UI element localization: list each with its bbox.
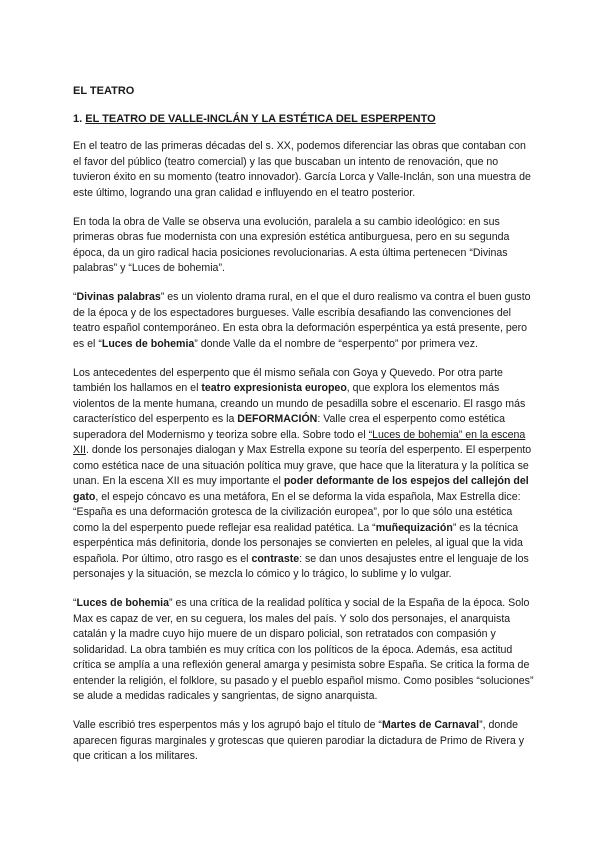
paragraph-divinas-palabras	[73, 290, 535, 352]
bold-luces-de-bohemia: Luces de bohemia	[101, 337, 195, 350]
section-title: EL TEATRO DE VALLE-INCLÁN Y LA ESTÉTICA DEL ESPERPENTO	[85, 113, 436, 125]
paragraph-antecedentes	[73, 366, 535, 583]
section-heading	[73, 112, 535, 127]
bold-divinas-palabras: Divinas palabras	[76, 291, 161, 303]
paragraph-martes-de-carnaval	[73, 718, 535, 765]
bold-deformacion: DEFORMACIÓN	[237, 413, 318, 425]
text-run: . donde los personajes dialogan y Max Estrella expone su teoría del esperpento. El esperpento como estética nace de una situación política muy grave, que hace que la literatura y la política se unan. En la escena XII es muy importante el	[73, 444, 532, 487]
section-number: 1.	[73, 113, 83, 125]
bold-poder-deformante: poder deformante de los espejos del callejón del gato	[73, 475, 529, 503]
bold-contraste: contraste	[251, 552, 300, 565]
paragraph-evolution: En toda la obra de Valle se observa una evolución, paralela a su cambio ideológico: en sus primeras obras fue modernista con una expresión estética antiburguesa, pero en su segunda época, da un giro radical hacia posiciones revolucionarias. A esta última pertenecen “Divinas palabras” y “Luces de bohemia”.	[73, 215, 510, 274]
bold-munequizacion: muñequización	[375, 521, 453, 534]
bold-luces-de-bohemia: Luces de bohemia	[76, 597, 169, 609]
text-run: Valle escribió tres esperpentos más y los agrupó bajo el título de “	[73, 719, 382, 731]
text-run: ” donde Valle da el nombre de “esperpento” por primera vez.	[194, 337, 478, 350]
bold-martes-de-carnaval: Martes de Carnaval	[381, 719, 480, 731]
text-run: ” es la técnica esperpéntica más definitoria, donde los personajes se convierten en peleles, al igual que la vida española. Por último, otro rasgo es el	[73, 521, 523, 565]
text-run: , que explora los elementos más violentos de la mente humana, creando un mundo de pesadilla sobre el escenario. El rasgo más característico del esperpento es la	[73, 382, 526, 425]
text-run: ” es un violento drama rural, en el que el duro realismo va contra el buen gusto de la época y de los espectadores burgueses. Valle escribía desafiando las convenciones del teatro español contemporáneo. En esta obra la deformación esperpéntica ya está presente, pero es el “	[73, 291, 531, 350]
text-run: “	[73, 597, 77, 609]
text-run: : Valle crea el esperpento como estética superadora del Modernismo y teoriza sobre ella. Sobre todo el	[73, 413, 505, 441]
text-run: : se dan unos desajustes entre el lenguaje de los personajes y la situación, se mezcla lo cómico y lo trágico, lo sublime y lo vulgar.	[73, 552, 529, 580]
paragraph-intro: En el teatro de las primeras décadas del s. XX, podemos diferenciar las obras que contaban con el favor del público (teatro comercial) y las que buscaban un intento de renovación, que no tuvieron éxito en su momento (teatro innovador). García Lorca y Valle-Inclán, son una muestra de este último, logrando una gran calidad e influyendo en el teatro posterior.	[73, 140, 531, 199]
paragraph-luces-de-bohemia	[73, 596, 535, 705]
document-page	[73, 84, 535, 778]
text-run: “	[73, 291, 77, 303]
underlined-escena-xii: “Luces de bohemia” en la escena XII	[73, 428, 526, 456]
document-title: EL TEATRO	[73, 85, 135, 97]
text-run: ”, donde aparecen figuras marginales y grotescas que quieren parodiar la dictadura de Primo de Rivera y que critican a los militares.	[73, 719, 525, 762]
text-run: Los antecedentes del esperpento que él mismo señala con Goya y Quevedo. Por otra parte también los hallamos en el	[73, 366, 503, 394]
text-run: , el espejo cóncavo es una metáfora, En el se deforma la vida española, Max Estrella dice: “España es una deformación grotesca de la civilización europea”, por lo que sólo una estética como la del esperpento puede reflejar esa realidad patética. La “	[73, 490, 521, 534]
text-run: ” es una crítica de la realidad política y social de la España de la época. Solo Max es capaz de ver, en su ceguera, los males del país. Y solo dos personajes, el anarquista catalán y la madre cuyo hijo muere de un disparo policial, son retratados con compasión y solidaridad. La obra también es muy crítica con los políticos de la época. Además, esa actitud crítica se amplía a una reflexión general amarga y pesimista sobre España. Se critica la forma de entender la religión, el folklore, su pasado y el pueblo español mismo. Como posibles “soluciones” se alude a medidas radicales y sangrientas, de signo anarquista.	[73, 597, 534, 702]
bold-teatro-expresionista: teatro expresionista europeo	[201, 382, 347, 394]
